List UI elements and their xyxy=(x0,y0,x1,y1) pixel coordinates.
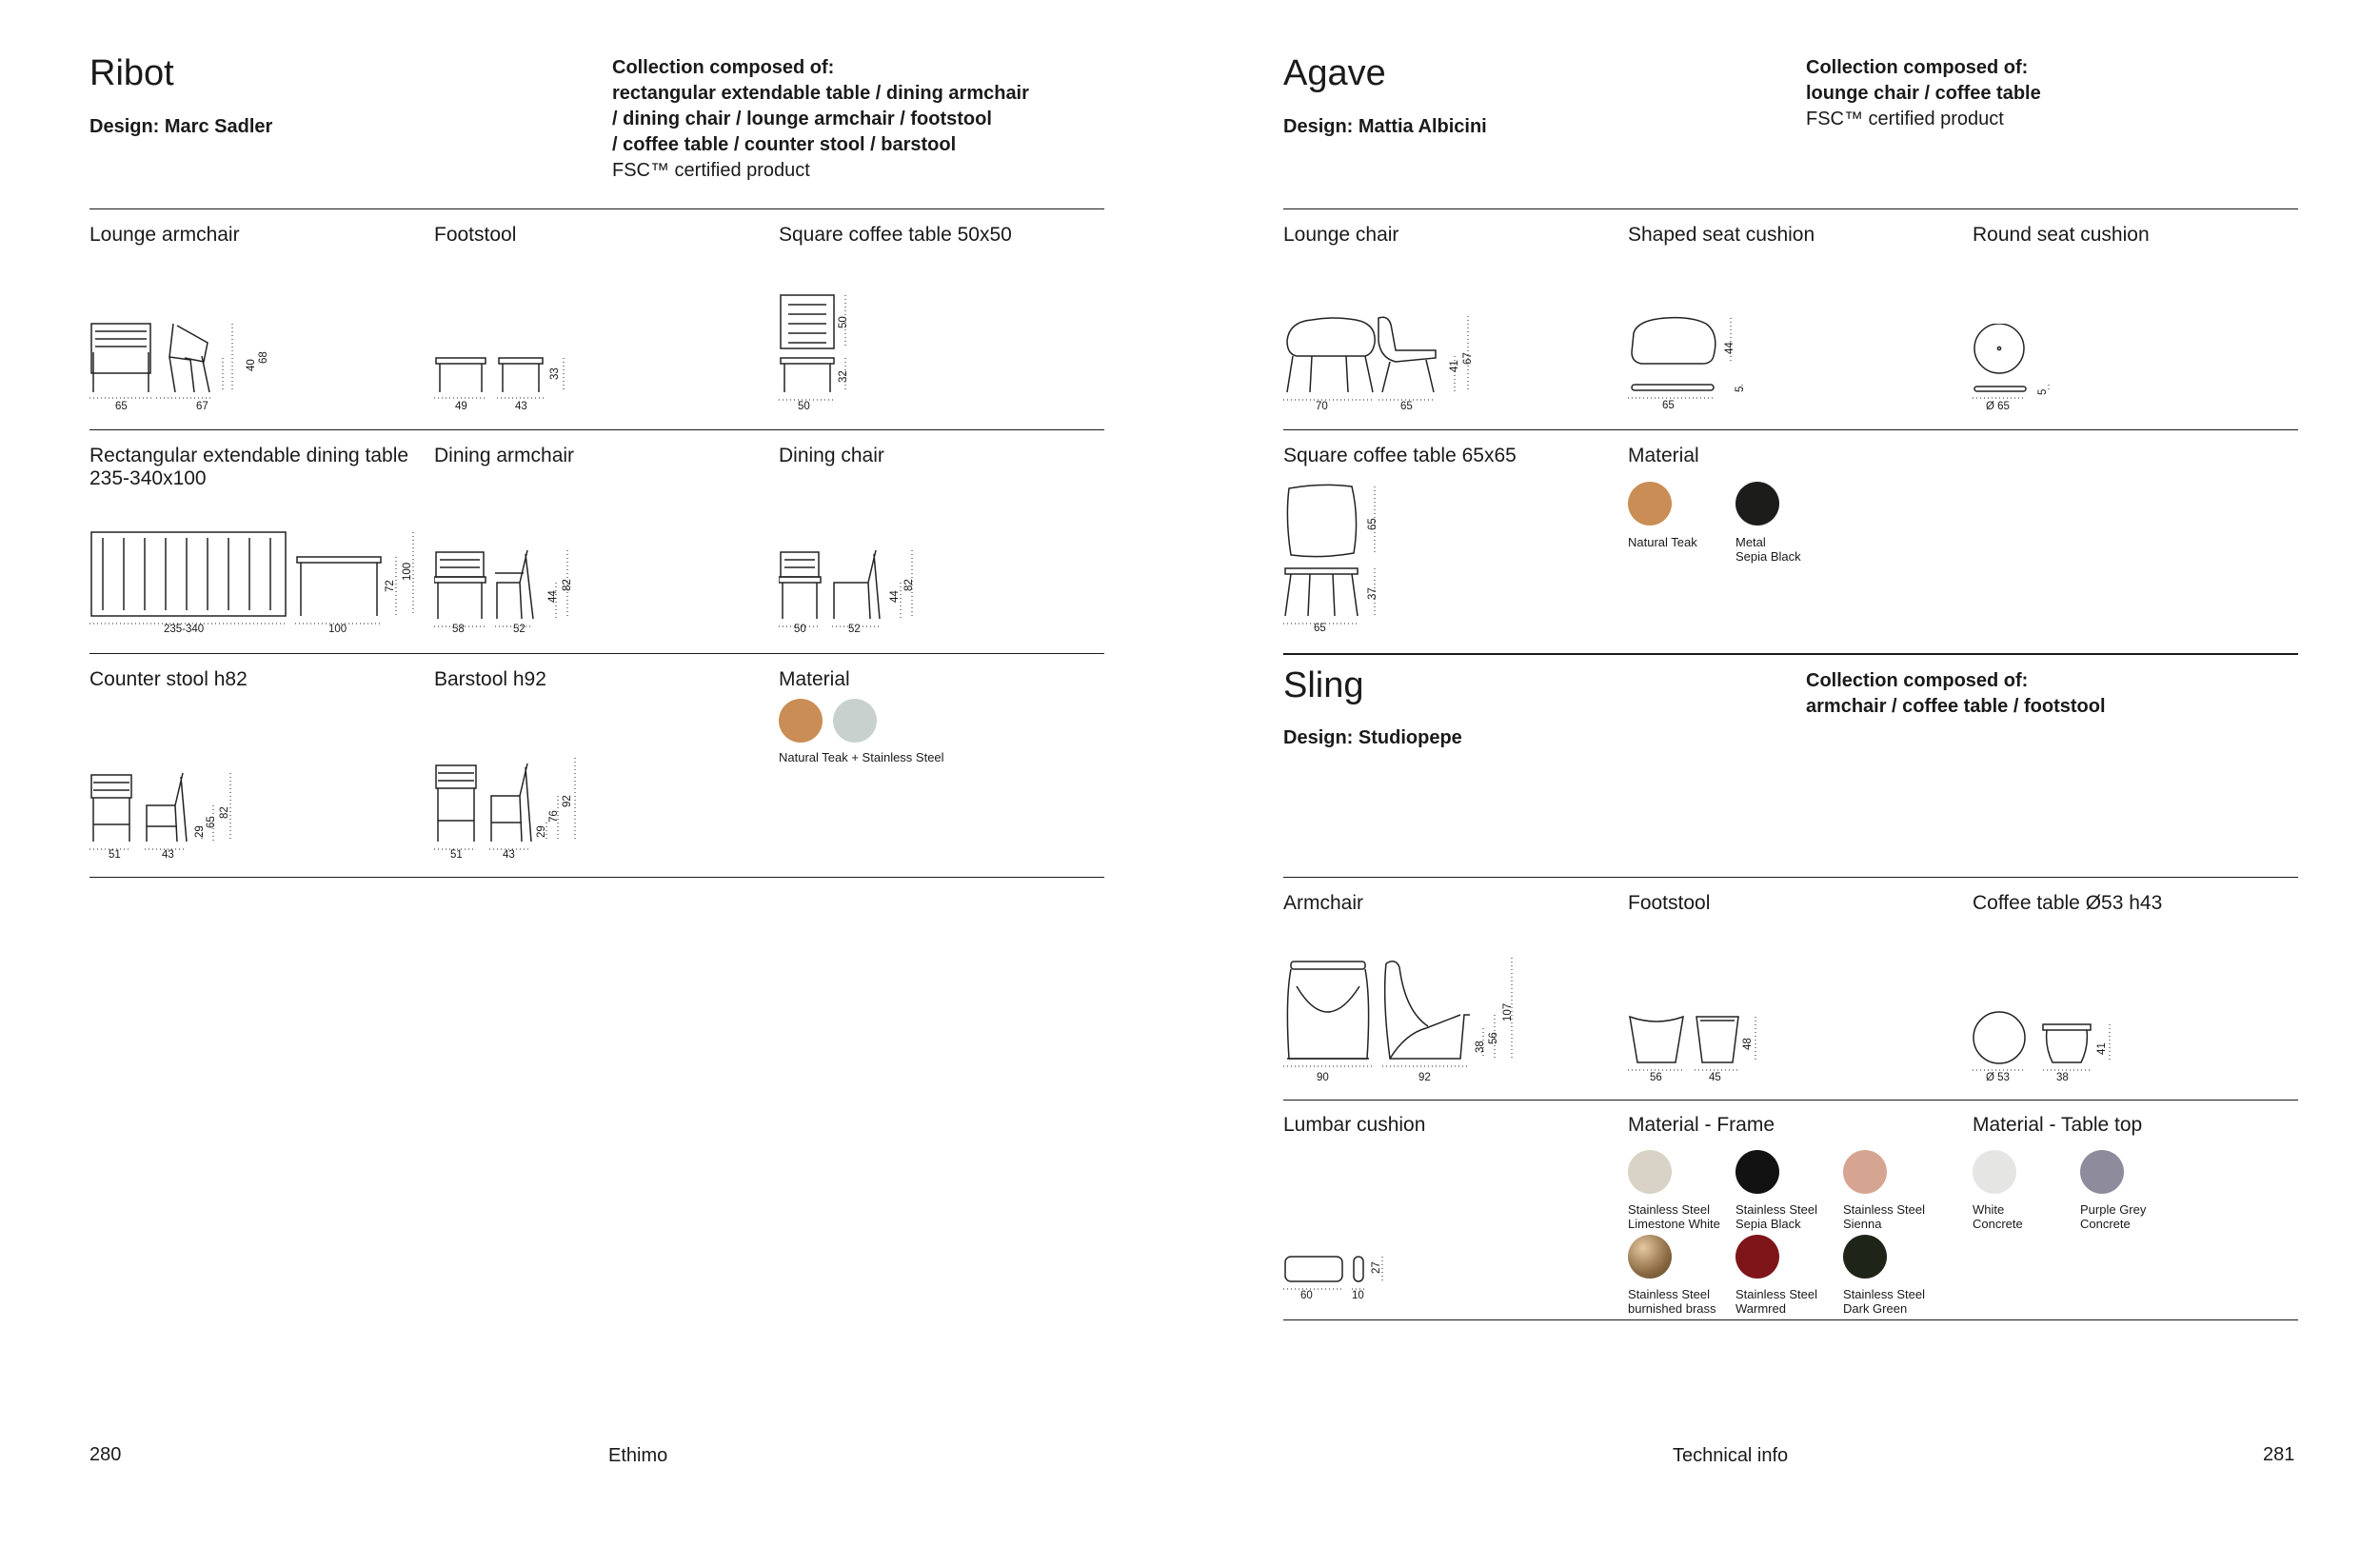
swatch-label-line: Stainless Steel xyxy=(1843,1202,1925,1217)
agave-collection-heading: Collection composed of: xyxy=(1806,57,2029,78)
dim-label: 92 xyxy=(1418,1072,1431,1083)
dim-label: 58 xyxy=(452,624,465,635)
frame-swatch-limestone xyxy=(1628,1150,1672,1194)
swatch-label-line: Sepia Black xyxy=(1735,549,1801,564)
swatch-label-line: Sienna xyxy=(1843,1217,1882,1231)
dim-label: 43 xyxy=(503,849,515,861)
dim-label: 43 xyxy=(162,849,174,861)
lounge-chair-drawing xyxy=(1283,312,1483,404)
dim-label: 65 xyxy=(1662,400,1675,411)
swatch-label-line: White xyxy=(1973,1202,2005,1217)
dim-label: 67 xyxy=(196,401,208,412)
section-name: Technical info xyxy=(1673,1445,1789,1466)
cell-label-armchair: Armchair xyxy=(1283,892,1364,914)
dim-label: 50 xyxy=(838,316,849,328)
dim-label: 38 xyxy=(2056,1072,2069,1083)
ribot-designer: Design: Marc Sadler xyxy=(89,116,273,137)
dim-label: 49 xyxy=(455,401,467,412)
cell-label-counter-stool: Counter stool h82 xyxy=(89,668,248,690)
agave-swatch-metal xyxy=(1735,482,1779,526)
dim-label: 27 xyxy=(1371,1261,1382,1274)
dim-label: 50 xyxy=(794,624,806,635)
ribot-collection-line: / dining chair / lounge armchair / footstool xyxy=(612,109,992,129)
ribot-fsc: FSC™ certified product xyxy=(612,160,810,181)
dim-label: 52 xyxy=(848,624,861,635)
cell-label-sling-footstool: Footstool xyxy=(1628,892,1711,914)
swatch-label-line: Stainless Steel xyxy=(1628,1287,1710,1301)
square-coffee-table-65-drawing xyxy=(1283,481,1388,628)
dim-label: 100 xyxy=(328,624,347,635)
dim-label: 51 xyxy=(109,849,121,861)
agave-swatch-label xyxy=(1735,535,1801,564)
dim-label: 5 xyxy=(2037,388,2049,395)
dim-label: 10 xyxy=(1352,1290,1364,1301)
cell-label-lumbar-cushion: Lumbar cushion xyxy=(1283,1114,1426,1136)
divider xyxy=(1283,208,2298,209)
dim-label: 100 xyxy=(402,562,413,581)
dim-label: 56 xyxy=(1488,1032,1499,1044)
ribot-collection-line: / coffee table / counter stool / barstool xyxy=(612,134,957,155)
frame-swatch-warmred xyxy=(1735,1235,1779,1279)
sling-armchair-drawing xyxy=(1283,952,1521,1076)
brand-name: Ethimo xyxy=(608,1445,668,1466)
ribot-collection-heading: Collection composed of: xyxy=(612,57,835,78)
cell-label-lounge-armchair: Lounge armchair xyxy=(89,224,240,246)
dim-label: 44 xyxy=(547,590,559,603)
swatch-label-line: Metal xyxy=(1735,535,1766,549)
dim-label: 65 xyxy=(1314,623,1326,634)
agave-collection xyxy=(1806,55,2301,132)
material-swatch-label: Natural Teak + Stainless Steel xyxy=(779,750,944,764)
dim-label: 32 xyxy=(838,370,849,383)
dim-label: 52 xyxy=(513,624,526,635)
swatch-label-line: Sepia Black xyxy=(1735,1217,1801,1231)
cell-label-material: Material xyxy=(779,668,850,690)
dim-label: 76 xyxy=(548,810,560,823)
ribot-collection-line: rectangular extendable table / dining armchair xyxy=(612,83,1029,104)
swatch-label-line: Stainless Steel xyxy=(1628,1202,1710,1217)
dim-label: 51 xyxy=(450,849,463,861)
ribot-collection xyxy=(612,55,1145,184)
cell-label-agave-material: Material xyxy=(1628,445,1699,466)
dim-label: 68 xyxy=(258,351,269,364)
frame-swatch-label xyxy=(1735,1287,1817,1316)
cell-label-lounge-chair: Lounge chair xyxy=(1283,224,1399,246)
dim-label: 56 xyxy=(1650,1072,1662,1083)
cell-label-round-cushion: Round seat cushion xyxy=(1973,224,2150,246)
tabletop-swatch-purplegrey xyxy=(2080,1150,2124,1194)
dim-label: 50 xyxy=(798,401,810,412)
divider xyxy=(89,208,1104,209)
dim-label: 82 xyxy=(903,579,915,591)
divider xyxy=(1283,653,2298,655)
dim-label: 38 xyxy=(1475,1041,1486,1053)
frame-swatch-label xyxy=(1628,1202,1720,1231)
divider xyxy=(1283,1100,2298,1101)
dim-label: 45 xyxy=(1709,1072,1721,1083)
ribot-title: Ribot xyxy=(89,53,174,93)
sling-collection-line: armchair / coffee table / footstool xyxy=(1806,696,2106,717)
dim-label: 235-340 xyxy=(164,624,205,635)
swatch-label-line: Concrete xyxy=(2080,1217,2131,1231)
sling-designer: Design: Studiopepe xyxy=(1283,727,1462,748)
agave-title: Agave xyxy=(1283,53,1386,93)
dim-label: 92 xyxy=(562,795,573,807)
divider xyxy=(89,877,1104,878)
frame-swatch-sienna xyxy=(1843,1150,1887,1194)
dim-label: 72 xyxy=(385,580,396,592)
dim-label: 5 xyxy=(1735,386,1746,392)
agave-fsc: FSC™ certified product xyxy=(1806,109,2004,129)
dining-table-label-line: Rectangular extendable dining table xyxy=(89,445,409,466)
frame-swatch-sepia xyxy=(1735,1150,1779,1194)
dim-label: 41 xyxy=(2096,1042,2108,1055)
sling-collection xyxy=(1806,668,2301,720)
sling-collection-heading: Collection composed of: xyxy=(1806,670,2029,691)
agave-swatch-teak xyxy=(1628,482,1672,526)
material-swatch-steel xyxy=(833,699,877,743)
dim-label: 44 xyxy=(889,590,901,603)
page-number-right: 281 xyxy=(2263,1444,2295,1465)
frame-swatch-label xyxy=(1735,1202,1817,1231)
frame-swatch-label xyxy=(1843,1202,1925,1231)
swatch-label-line: burnished brass xyxy=(1628,1301,1716,1316)
dim-label: 29 xyxy=(194,825,206,838)
cell-label-footstool: Footstool xyxy=(434,224,517,246)
cell-label-barstool: Barstool h92 xyxy=(434,668,546,690)
dim-label: 65 xyxy=(206,816,217,828)
dim-label: 67 xyxy=(1462,352,1474,365)
dim-label: 70 xyxy=(1316,401,1328,412)
page-number-left: 280 xyxy=(89,1444,122,1465)
dim-label: 65 xyxy=(115,401,128,412)
dim-label: 82 xyxy=(562,579,573,591)
dining-table-label-line: 235-340x100 xyxy=(89,467,207,489)
cell-label-material-tabletop: Material - Table top xyxy=(1973,1114,2143,1136)
lounge-armchair-drawing xyxy=(89,314,280,400)
sling-title: Sling xyxy=(1283,665,1364,705)
dim-label: 33 xyxy=(549,367,561,380)
cell-label-dining-armchair: Dining armchair xyxy=(434,445,575,466)
material-swatch-teak xyxy=(779,699,823,743)
swatch-label-line: Stainless Steel xyxy=(1843,1287,1925,1301)
dim-label: 107 xyxy=(1502,1002,1514,1021)
tabletop-swatch-label xyxy=(1973,1202,2023,1231)
agave-collection-line: lounge chair / coffee table xyxy=(1806,83,2041,104)
frame-swatch-darkgreen xyxy=(1843,1235,1887,1279)
cell-label-shaped-cushion: Shaped seat cushion xyxy=(1628,224,1815,246)
divider xyxy=(1283,877,2298,878)
swatch-label-line: Stainless Steel xyxy=(1735,1202,1817,1217)
cell-label-sling-coffee-table: Coffee table Ø53 h43 xyxy=(1973,892,2163,914)
swatch-label-line: Natural Teak xyxy=(1628,535,1697,549)
swatch-label-line: Warmred xyxy=(1735,1301,1786,1316)
cell-label-square-coffee-table: Square coffee table 50x50 xyxy=(779,224,1012,246)
agave-designer: Design: Mattia Albicini xyxy=(1283,116,1487,137)
dim-label: 82 xyxy=(219,806,230,819)
cell-label-square-coffee-table-65: Square coffee table 65x65 xyxy=(1283,445,1517,466)
dim-label: 65 xyxy=(1367,518,1378,530)
dim-label: Ø 65 xyxy=(1986,401,2010,412)
frame-swatch-label xyxy=(1628,1287,1716,1316)
dim-label: 60 xyxy=(1300,1290,1313,1301)
square-coffee-table-drawing xyxy=(779,293,864,406)
swatch-label-line: Purple Grey xyxy=(2080,1202,2147,1217)
cell-label-dining-table xyxy=(89,445,408,490)
agave-swatch-label xyxy=(1628,535,1697,549)
tabletop-swatch-white xyxy=(1973,1150,2016,1194)
divider xyxy=(1283,429,2298,430)
cell-label-material-frame: Material - Frame xyxy=(1628,1114,1775,1136)
dim-label: 90 xyxy=(1317,1072,1329,1083)
dim-label: 48 xyxy=(1742,1038,1754,1050)
divider xyxy=(89,653,1104,654)
frame-swatch-label xyxy=(1843,1287,1925,1316)
dim-label: Ø 53 xyxy=(1986,1072,2010,1083)
cell-label-dining-chair: Dining chair xyxy=(779,445,884,466)
dim-label: 40 xyxy=(246,359,257,371)
swatch-label-line: Stainless Steel xyxy=(1735,1287,1817,1301)
swatch-label-line: Dark Green xyxy=(1843,1301,1908,1316)
dim-label: 37 xyxy=(1367,587,1378,600)
swatch-label-line: Limestone White xyxy=(1628,1217,1720,1231)
dim-label: 29 xyxy=(536,825,547,838)
dining-table-drawing xyxy=(89,528,423,628)
divider xyxy=(1283,1319,2298,1320)
dim-label: 44 xyxy=(1724,342,1735,354)
divider xyxy=(89,429,1104,430)
dim-label: 65 xyxy=(1400,401,1413,412)
dim-label: 43 xyxy=(515,401,527,412)
dim-label: 41 xyxy=(1449,360,1460,372)
tabletop-swatch-label xyxy=(2080,1202,2146,1231)
frame-swatch-brass xyxy=(1628,1235,1672,1279)
swatch-label-line: Concrete xyxy=(1973,1217,2023,1231)
